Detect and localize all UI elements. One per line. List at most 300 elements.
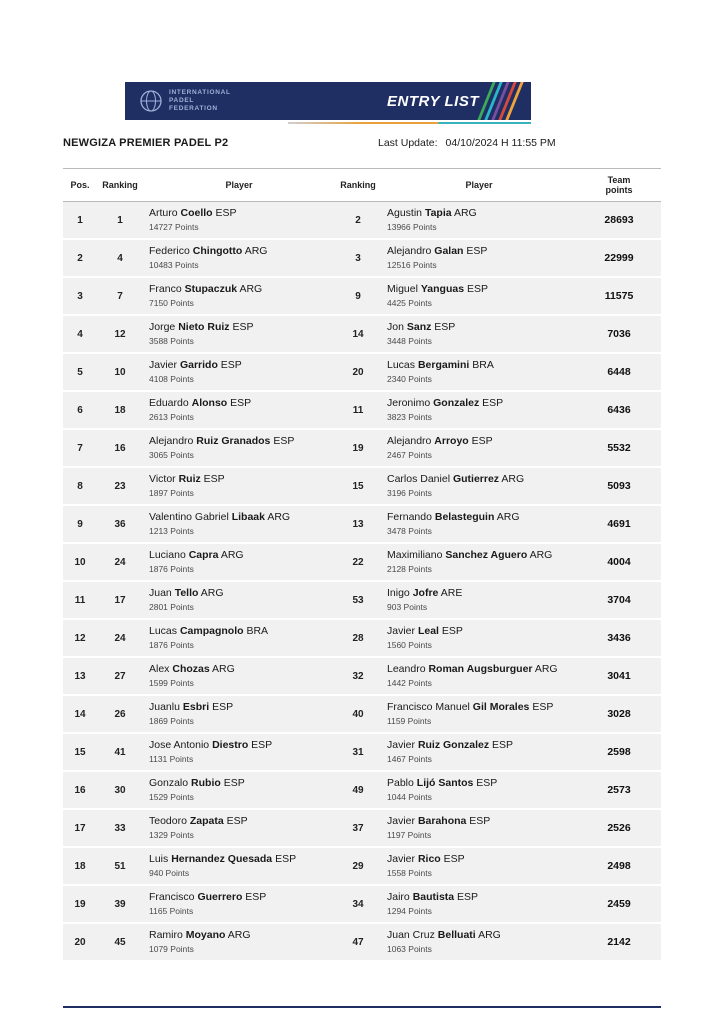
player-1-first-name: Arturo bbox=[149, 207, 178, 219]
player-1-cell bbox=[143, 467, 335, 505]
team-points-header-line-2: points bbox=[605, 185, 633, 195]
player-1-points: 3588 Points bbox=[149, 336, 194, 346]
fip-logo-wordmark bbox=[169, 89, 231, 113]
player-1-last-name: Tello bbox=[174, 587, 199, 599]
player-2-first-name: Javier bbox=[387, 815, 416, 827]
team-points-cell: 3028 bbox=[577, 695, 661, 733]
player-2-name bbox=[387, 777, 575, 790]
player-1-points: 1165 Points bbox=[149, 906, 194, 916]
player-2-first-name: Juan Cruz bbox=[387, 929, 435, 941]
player-1-name bbox=[149, 359, 333, 372]
player-2-name bbox=[387, 815, 575, 828]
player-1-name bbox=[149, 321, 333, 334]
player-1-cell bbox=[143, 619, 335, 657]
player-2-name bbox=[387, 625, 575, 638]
table-row bbox=[63, 657, 661, 695]
player-1-points: 7150 Points bbox=[149, 298, 194, 308]
player-1-name bbox=[149, 207, 333, 220]
player-1-points: 10483 Points bbox=[149, 260, 199, 270]
player-2-points: 3196 Points bbox=[387, 488, 432, 498]
player-1-first-name: Teodoro bbox=[149, 815, 187, 827]
player-2-points: 1197 Points bbox=[387, 830, 432, 840]
player-2-last-name: Leal bbox=[417, 625, 439, 637]
player-2-points: 13966 Points bbox=[387, 222, 437, 232]
player-1-cell bbox=[143, 581, 335, 619]
ranking-cell-player-1: 30 bbox=[97, 771, 143, 809]
player-2-name bbox=[387, 283, 575, 296]
player-2-country: ARE bbox=[440, 587, 463, 599]
footer-rule bbox=[63, 1006, 661, 1008]
fip-logo-line-3: FEDERATION bbox=[169, 105, 218, 112]
position-cell: 12 bbox=[63, 619, 97, 657]
player-2-cell bbox=[381, 543, 577, 581]
player-1-first-name: Franco bbox=[149, 283, 182, 295]
player-1-points: 1876 Points bbox=[149, 640, 194, 650]
table-row bbox=[63, 619, 661, 657]
player-1-points: 3065 Points bbox=[149, 450, 194, 460]
player-1-cell bbox=[143, 505, 335, 543]
player-1-country: ESP bbox=[232, 321, 254, 333]
position-cell: 18 bbox=[63, 847, 97, 885]
player-1-last-name: Libaak bbox=[231, 511, 265, 523]
table-row bbox=[63, 202, 661, 240]
player-2-first-name: Javier bbox=[387, 625, 416, 637]
team-points-cell: 3041 bbox=[577, 657, 661, 695]
team-points-cell: 2142 bbox=[577, 923, 661, 961]
last-update-value: 04/10/2024 H 11:55 PM bbox=[445, 137, 556, 149]
fip-banner bbox=[125, 82, 531, 120]
player-1-name bbox=[149, 853, 333, 866]
player-1-last-name: Hernandez Quesada bbox=[171, 853, 273, 865]
player-1-cell bbox=[143, 847, 335, 885]
player-2-points: 3478 Points bbox=[387, 526, 432, 536]
player-1-points: 2613 Points bbox=[149, 412, 194, 422]
player-2-points: 1294 Points bbox=[387, 906, 432, 916]
player-1-points: 1213 Points bbox=[149, 526, 194, 536]
team-points-cell: 28693 bbox=[577, 202, 661, 240]
position-cell: 17 bbox=[63, 809, 97, 847]
table-row bbox=[63, 695, 661, 733]
player-1-name bbox=[149, 397, 333, 410]
player-1-country: ARG bbox=[244, 245, 268, 257]
player-1-name bbox=[149, 473, 333, 486]
player-2-country: ESP bbox=[532, 701, 554, 713]
position-cell: 13 bbox=[63, 657, 97, 695]
player-2-points: 1159 Points bbox=[387, 716, 432, 726]
player-2-cell bbox=[381, 581, 577, 619]
player-1-country: ESP bbox=[212, 701, 234, 713]
player-1-first-name: Jorge bbox=[149, 321, 176, 333]
player-2-cell bbox=[381, 847, 577, 885]
ranking-cell-player-1: 23 bbox=[97, 467, 143, 505]
player-1-last-name: Zapata bbox=[189, 815, 224, 827]
player-2-first-name: Inigo bbox=[387, 587, 410, 599]
player-2-last-name: Tapia bbox=[424, 207, 452, 219]
player-1-last-name: Ruiz bbox=[178, 473, 201, 485]
player-2-last-name: Bautista bbox=[412, 891, 455, 903]
ranking-cell-player-2: 37 bbox=[335, 809, 381, 847]
position-cell: 20 bbox=[63, 923, 97, 961]
player-2-name bbox=[387, 929, 575, 942]
team-points-cell: 3704 bbox=[577, 581, 661, 619]
ranking-cell-player-2: 22 bbox=[335, 543, 381, 581]
team-points-cell: 5093 bbox=[577, 467, 661, 505]
player-1-cell bbox=[143, 429, 335, 467]
player-2-first-name: Fernando bbox=[387, 511, 432, 523]
player-1-first-name: Juan bbox=[149, 587, 172, 599]
tournament-title: NEWGIZA PREMIER PADEL P2 bbox=[63, 137, 229, 149]
table-row bbox=[63, 353, 661, 391]
player-2-name bbox=[387, 321, 575, 334]
player-1-last-name: Garrido bbox=[179, 359, 218, 371]
player-1-last-name: Chingotto bbox=[192, 245, 243, 257]
table-row bbox=[63, 809, 661, 847]
position-cell: 10 bbox=[63, 543, 97, 581]
player-2-last-name: Rico bbox=[417, 853, 441, 865]
player-2-cell bbox=[381, 353, 577, 391]
player-2-cell bbox=[381, 429, 577, 467]
player-1-name bbox=[149, 625, 333, 638]
table-row bbox=[63, 467, 661, 505]
ranking-cell-player-2: 9 bbox=[335, 277, 381, 315]
entry-table-body bbox=[63, 202, 661, 962]
player-1-name bbox=[149, 435, 333, 448]
player-2-first-name: Javier bbox=[387, 739, 416, 751]
player-2-country: ARG bbox=[478, 929, 501, 941]
column-header-team-points bbox=[577, 169, 661, 202]
player-2-name bbox=[387, 397, 575, 410]
player-2-points: 903 Points bbox=[387, 602, 428, 612]
player-1-last-name: Chozas bbox=[172, 663, 210, 675]
player-1-name bbox=[149, 929, 333, 942]
team-points-cell: 4691 bbox=[577, 505, 661, 543]
ranking-cell-player-1: 24 bbox=[97, 619, 143, 657]
table-row bbox=[63, 733, 661, 771]
player-2-points: 2340 Points bbox=[387, 374, 432, 384]
player-1-country: ESP bbox=[223, 777, 245, 789]
player-1-cell bbox=[143, 391, 335, 429]
player-2-cell bbox=[381, 505, 577, 543]
player-2-points: 2467 Points bbox=[387, 450, 432, 460]
player-2-points: 1467 Points bbox=[387, 754, 432, 764]
position-cell: 7 bbox=[63, 429, 97, 467]
player-2-points: 1560 Points bbox=[387, 640, 432, 650]
player-2-cell bbox=[381, 733, 577, 771]
player-1-name bbox=[149, 587, 333, 600]
player-2-points: 3823 Points bbox=[387, 412, 432, 422]
title-row bbox=[63, 137, 661, 153]
table-row bbox=[63, 391, 661, 429]
player-2-cell bbox=[381, 809, 577, 847]
player-2-name bbox=[387, 549, 575, 562]
table-row bbox=[63, 543, 661, 581]
team-points-cell: 4004 bbox=[577, 543, 661, 581]
ranking-cell-player-2: 20 bbox=[335, 353, 381, 391]
player-2-first-name: Pablo bbox=[387, 777, 414, 789]
player-2-last-name: Yanguas bbox=[420, 283, 465, 295]
player-2-cell bbox=[381, 923, 577, 961]
player-1-points: 1897 Points bbox=[149, 488, 194, 498]
player-2-first-name: Alejandro bbox=[387, 245, 432, 257]
player-1-last-name: Capra bbox=[188, 549, 219, 561]
player-1-country: ESP bbox=[220, 359, 242, 371]
ranking-cell-player-1: 4 bbox=[97, 239, 143, 277]
player-2-first-name: Alejandro bbox=[387, 435, 432, 447]
player-1-name bbox=[149, 739, 333, 752]
team-points-cell: 11575 bbox=[577, 277, 661, 315]
ranking-cell-player-2: 15 bbox=[335, 467, 381, 505]
player-1-cell bbox=[143, 315, 335, 353]
player-1-cell bbox=[143, 202, 335, 240]
player-1-first-name: Eduardo bbox=[149, 397, 189, 409]
player-2-name bbox=[387, 739, 575, 752]
player-2-points: 1044 Points bbox=[387, 792, 432, 802]
position-cell: 15 bbox=[63, 733, 97, 771]
player-2-cell bbox=[381, 619, 577, 657]
player-1-cell bbox=[143, 543, 335, 581]
player-2-name bbox=[387, 207, 575, 220]
player-2-country: ARG bbox=[501, 473, 525, 485]
ranking-cell-player-2: 14 bbox=[335, 315, 381, 353]
player-2-last-name: Galan bbox=[434, 245, 464, 257]
table-row bbox=[63, 315, 661, 353]
player-1-points: 1876 Points bbox=[149, 564, 194, 574]
table-row bbox=[63, 581, 661, 619]
column-header-player-2: Player bbox=[381, 169, 577, 202]
ranking-cell-player-1: 18 bbox=[97, 391, 143, 429]
player-2-first-name: Carlos Daniel bbox=[387, 473, 451, 485]
table-row bbox=[63, 505, 661, 543]
team-points-cell: 2573 bbox=[577, 771, 661, 809]
ranking-cell-player-1: 10 bbox=[97, 353, 143, 391]
fip-logo-line-2: PADEL bbox=[169, 97, 195, 104]
player-1-first-name: Ramiro bbox=[149, 929, 183, 941]
ranking-cell-player-2: 31 bbox=[335, 733, 381, 771]
player-1-last-name: Diestro bbox=[212, 739, 249, 751]
player-1-first-name: Jose Antonio bbox=[149, 739, 210, 751]
banner-stripes bbox=[485, 82, 527, 120]
player-2-country: ESP bbox=[466, 283, 488, 295]
player-2-cell bbox=[381, 885, 577, 923]
player-2-cell bbox=[381, 657, 577, 695]
player-2-country: ESP bbox=[476, 777, 498, 789]
ranking-cell-player-1: 36 bbox=[97, 505, 143, 543]
player-2-country: ARG bbox=[529, 549, 553, 561]
player-1-last-name: Nieto Ruiz bbox=[178, 321, 230, 333]
player-1-points: 14727 Points bbox=[149, 222, 199, 232]
player-1-points: 1529 Points bbox=[149, 792, 194, 802]
team-points-cell: 2459 bbox=[577, 885, 661, 923]
ranking-cell-player-2: 11 bbox=[335, 391, 381, 429]
player-2-first-name: Miguel bbox=[387, 283, 418, 295]
ranking-cell-player-1: 51 bbox=[97, 847, 143, 885]
player-2-cell bbox=[381, 202, 577, 240]
player-2-last-name: Bergamini bbox=[417, 359, 470, 371]
column-header-pos: Pos. bbox=[63, 169, 97, 202]
team-points-cell: 5532 bbox=[577, 429, 661, 467]
ranking-cell-player-1: 41 bbox=[97, 733, 143, 771]
ranking-cell-player-1: 27 bbox=[97, 657, 143, 695]
player-2-country: ESP bbox=[471, 435, 493, 447]
ranking-cell-player-1: 26 bbox=[97, 695, 143, 733]
ranking-cell-player-1: 7 bbox=[97, 277, 143, 315]
ranking-cell-player-1: 1 bbox=[97, 202, 143, 240]
table-row bbox=[63, 239, 661, 277]
position-cell: 2 bbox=[63, 239, 97, 277]
ranking-cell-player-2: 34 bbox=[335, 885, 381, 923]
player-1-country: ESP bbox=[273, 435, 295, 447]
ranking-cell-player-2: 19 bbox=[335, 429, 381, 467]
player-1-points: 1329 Points bbox=[149, 830, 194, 840]
player-2-country: ESP bbox=[441, 625, 463, 637]
player-2-points: 4425 Points bbox=[387, 298, 432, 308]
player-1-cell bbox=[143, 239, 335, 277]
player-2-last-name: Arroyo bbox=[434, 435, 469, 447]
player-2-country: BRA bbox=[472, 359, 494, 371]
team-points-cell: 2526 bbox=[577, 809, 661, 847]
player-1-country: ARG bbox=[212, 663, 235, 675]
team-points-cell: 2598 bbox=[577, 733, 661, 771]
player-2-name bbox=[387, 473, 575, 486]
ranking-cell-player-2: 3 bbox=[335, 239, 381, 277]
player-1-last-name: Rubio bbox=[191, 777, 221, 789]
ranking-cell-player-2: 47 bbox=[335, 923, 381, 961]
player-1-first-name: Victor bbox=[149, 473, 176, 485]
player-1-last-name: Ruiz Granados bbox=[196, 435, 271, 447]
last-update bbox=[378, 137, 556, 149]
team-points-cell: 7036 bbox=[577, 315, 661, 353]
entry-table bbox=[63, 168, 661, 962]
player-2-name bbox=[387, 511, 575, 524]
player-2-name bbox=[387, 663, 575, 676]
last-update-label: Last Update: bbox=[378, 137, 438, 149]
player-1-first-name: Alejandro bbox=[149, 435, 194, 447]
position-cell: 14 bbox=[63, 695, 97, 733]
player-2-last-name: Belasteguin bbox=[434, 511, 495, 523]
player-2-first-name: Javier bbox=[387, 853, 416, 865]
column-header-ranking-1: Ranking bbox=[97, 169, 143, 202]
player-1-points: 4108 Points bbox=[149, 374, 194, 384]
ranking-cell-player-1: 17 bbox=[97, 581, 143, 619]
player-2-first-name: Jeronimo bbox=[387, 397, 431, 409]
player-1-name bbox=[149, 777, 333, 790]
player-2-country: ARG bbox=[534, 663, 558, 675]
player-1-first-name: Luis bbox=[149, 853, 169, 865]
player-2-cell bbox=[381, 277, 577, 315]
ranking-cell-player-2: 29 bbox=[335, 847, 381, 885]
player-2-first-name: Leandro bbox=[387, 663, 426, 675]
player-2-name bbox=[387, 701, 575, 714]
player-2-first-name: Agustin bbox=[387, 207, 423, 219]
position-cell: 11 bbox=[63, 581, 97, 619]
player-2-last-name: Sanz bbox=[406, 321, 432, 333]
player-1-name bbox=[149, 245, 333, 258]
player-2-last-name: Belluati bbox=[437, 929, 476, 941]
player-1-last-name: Campagnolo bbox=[179, 625, 244, 637]
player-1-country: ARG bbox=[220, 549, 244, 561]
table-row bbox=[63, 771, 661, 809]
entry-list-banner-title: ENTRY LIST bbox=[387, 92, 479, 110]
player-2-name bbox=[387, 245, 575, 258]
position-cell: 9 bbox=[63, 505, 97, 543]
table-row bbox=[63, 847, 661, 885]
player-1-cell bbox=[143, 657, 335, 695]
fip-logo-ball-icon bbox=[139, 89, 163, 113]
player-1-points: 940 Points bbox=[149, 868, 190, 878]
player-2-last-name: Gonzalez bbox=[433, 397, 480, 409]
player-1-cell bbox=[143, 353, 335, 391]
player-1-country: BRA bbox=[246, 625, 269, 637]
position-cell: 5 bbox=[63, 353, 97, 391]
player-1-cell bbox=[143, 809, 335, 847]
player-1-country: ESP bbox=[230, 397, 252, 409]
player-1-points: 2801 Points bbox=[149, 602, 194, 612]
player-2-country: ESP bbox=[492, 739, 514, 751]
ranking-cell-player-1: 45 bbox=[97, 923, 143, 961]
team-points-cell: 6448 bbox=[577, 353, 661, 391]
ranking-cell-player-2: 40 bbox=[335, 695, 381, 733]
player-1-country: ESP bbox=[203, 473, 225, 485]
player-1-last-name: Stupaczuk bbox=[184, 283, 238, 295]
player-1-name bbox=[149, 891, 333, 904]
player-2-last-name: Ruiz Gonzalez bbox=[417, 739, 490, 751]
player-1-name bbox=[149, 283, 333, 296]
position-cell: 8 bbox=[63, 467, 97, 505]
player-1-points: 1869 Points bbox=[149, 716, 194, 726]
ranking-cell-player-1: 39 bbox=[97, 885, 143, 923]
player-2-first-name: Maximiliano bbox=[387, 549, 443, 561]
player-1-name bbox=[149, 815, 333, 828]
fip-logo-line-1: INTERNATIONAL bbox=[169, 89, 231, 96]
player-2-points: 1063 Points bbox=[387, 944, 432, 954]
ranking-cell-player-2: 2 bbox=[335, 202, 381, 240]
player-1-first-name: Juanlu bbox=[149, 701, 180, 713]
position-cell: 19 bbox=[63, 885, 97, 923]
player-1-first-name: Alex bbox=[149, 663, 170, 675]
team-points-cell: 2498 bbox=[577, 847, 661, 885]
player-1-first-name: Luciano bbox=[149, 549, 186, 561]
player-2-cell bbox=[381, 467, 577, 505]
player-2-cell bbox=[381, 391, 577, 429]
player-2-country: ESP bbox=[469, 815, 491, 827]
player-1-cell bbox=[143, 695, 335, 733]
player-1-first-name: Gonzalo bbox=[149, 777, 189, 789]
player-2-points: 1442 Points bbox=[387, 678, 432, 688]
player-2-country: ESP bbox=[466, 245, 488, 257]
player-2-name bbox=[387, 891, 575, 904]
player-1-last-name: Alonso bbox=[191, 397, 228, 409]
column-header-ranking-2: Ranking bbox=[335, 169, 381, 202]
player-2-last-name: Jofre bbox=[412, 587, 439, 599]
player-1-cell bbox=[143, 923, 335, 961]
player-2-points: 1558 Points bbox=[387, 868, 432, 878]
player-2-cell bbox=[381, 315, 577, 353]
player-2-points: 3448 Points bbox=[387, 336, 432, 346]
player-1-name bbox=[149, 511, 333, 524]
ranking-cell-player-2: 32 bbox=[335, 657, 381, 695]
player-2-country: ESP bbox=[434, 321, 456, 333]
player-1-cell bbox=[143, 885, 335, 923]
ranking-cell-player-2: 49 bbox=[335, 771, 381, 809]
player-1-first-name: Lucas bbox=[149, 625, 178, 637]
player-1-country: ESP bbox=[275, 853, 297, 865]
player-1-country: ARG bbox=[239, 283, 263, 295]
position-cell: 4 bbox=[63, 315, 97, 353]
player-2-last-name: Barahona bbox=[417, 815, 467, 827]
player-2-country: ESP bbox=[457, 891, 479, 903]
column-header-player-1: Player bbox=[143, 169, 335, 202]
player-1-last-name: Guerrero bbox=[197, 891, 243, 903]
